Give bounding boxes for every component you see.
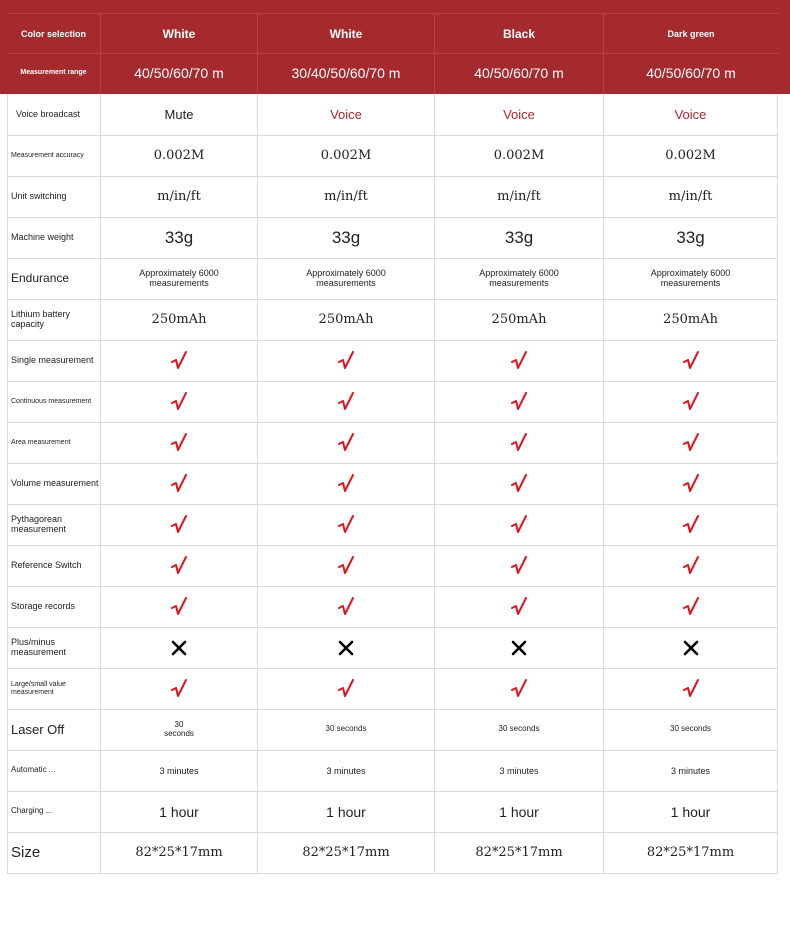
spec-row bbox=[7, 135, 778, 177]
check-icon bbox=[101, 463, 258, 504]
spec-value: 30 seconds bbox=[258, 709, 435, 750]
spec-value: 1 hour bbox=[101, 791, 258, 832]
check-icon bbox=[604, 668, 778, 709]
check-icon bbox=[258, 463, 435, 504]
check-icon bbox=[435, 463, 604, 504]
spec-value: 250mAh bbox=[258, 299, 435, 340]
spec-row bbox=[7, 668, 778, 710]
spec-row bbox=[7, 176, 778, 218]
header-color-1: White bbox=[101, 14, 258, 53]
spec-value: 82*25*17mm bbox=[435, 832, 604, 873]
header-label-color-selection: Color selection bbox=[7, 14, 101, 53]
check-icon bbox=[101, 340, 258, 381]
spec-value: 0.002M bbox=[101, 135, 258, 176]
spec-value: 250mAh bbox=[101, 299, 258, 340]
spec-label: Area measurement bbox=[7, 422, 101, 463]
header-color-4: Dark green bbox=[667, 28, 715, 39]
spec-value: 0.002M bbox=[604, 135, 778, 176]
check-icon bbox=[101, 422, 258, 463]
check-icon bbox=[101, 504, 258, 545]
spec-row bbox=[7, 258, 778, 300]
spec-label: Lithium battery capacity bbox=[7, 299, 101, 340]
header-row-color bbox=[7, 13, 778, 54]
check-icon bbox=[258, 545, 435, 586]
spec-label: Voice broadcast bbox=[7, 94, 101, 135]
spec-value: 1 hour bbox=[604, 791, 778, 832]
check-icon bbox=[101, 668, 258, 709]
spec-value: 82*25*17mm bbox=[604, 832, 778, 873]
check-icon bbox=[604, 340, 778, 381]
header-color-3: Black bbox=[435, 14, 604, 53]
spec-value: 82*25*17mm bbox=[101, 832, 258, 873]
spec-value: 0.002M bbox=[435, 135, 604, 176]
spec-row bbox=[7, 217, 778, 259]
spec-label: Size bbox=[7, 832, 101, 873]
spec-label: Reference Switch bbox=[7, 545, 101, 586]
check-icon bbox=[604, 463, 778, 504]
cross-icon bbox=[435, 627, 604, 668]
check-icon bbox=[258, 504, 435, 545]
spec-value: 250mAh bbox=[604, 299, 778, 340]
check-icon bbox=[435, 504, 604, 545]
spec-value: 3 minutes bbox=[604, 750, 778, 791]
spec-value: 30 seconds bbox=[604, 709, 778, 750]
spec-label: Charging ... bbox=[7, 791, 101, 832]
spec-value: 1 hour bbox=[258, 791, 435, 832]
cross-icon bbox=[101, 627, 258, 668]
spec-value: Voice bbox=[258, 94, 435, 135]
check-icon bbox=[258, 381, 435, 422]
spec-label: Endurance bbox=[7, 258, 101, 299]
spec-value: 250mAh bbox=[435, 299, 604, 340]
spec-row bbox=[7, 381, 778, 423]
spec-row bbox=[7, 709, 778, 751]
spec-value: m/in/ft bbox=[101, 176, 258, 217]
spec-value: Approximately 6000 measurements bbox=[604, 258, 778, 299]
spec-value: m/in/ft bbox=[258, 176, 435, 217]
spec-label: Machine weight bbox=[7, 217, 101, 258]
check-icon bbox=[604, 422, 778, 463]
spec-value: 30 seconds bbox=[101, 709, 258, 750]
check-icon bbox=[435, 586, 604, 627]
spec-label: Automatic ... bbox=[7, 750, 101, 791]
spec-value: Voice bbox=[604, 94, 778, 135]
spec-value: 3 minutes bbox=[101, 750, 258, 791]
spec-row bbox=[7, 299, 778, 341]
spec-row bbox=[7, 627, 778, 669]
header-label-measurement-range: Measurement range bbox=[7, 52, 101, 94]
spec-row bbox=[7, 504, 778, 546]
check-icon bbox=[101, 586, 258, 627]
spec-row bbox=[7, 340, 778, 382]
header-range-3: 40/50/60/70 m bbox=[435, 52, 604, 94]
check-icon bbox=[435, 545, 604, 586]
check-icon bbox=[435, 340, 604, 381]
spec-value: 30 seconds bbox=[435, 709, 604, 750]
spec-value: 33g bbox=[258, 217, 435, 258]
check-icon bbox=[604, 586, 778, 627]
spec-value: m/in/ft bbox=[604, 176, 778, 217]
spec-value: Mute bbox=[101, 94, 258, 135]
spec-label: Continuous measurement bbox=[7, 381, 101, 422]
spec-label: Single measurement bbox=[7, 340, 101, 381]
check-icon bbox=[258, 586, 435, 627]
check-icon bbox=[258, 340, 435, 381]
check-icon bbox=[101, 381, 258, 422]
spec-label: Pythagorean measurement bbox=[7, 504, 101, 545]
spec-label: Storage records bbox=[7, 586, 101, 627]
check-icon bbox=[258, 422, 435, 463]
spec-row bbox=[7, 791, 778, 833]
spec-value: Approximately 6000 measurements bbox=[435, 258, 604, 299]
header-range-4: 40/50/60/70 m bbox=[646, 65, 736, 81]
spec-value: 82*25*17mm bbox=[258, 832, 435, 873]
spec-row bbox=[7, 463, 778, 505]
cross-icon bbox=[604, 627, 778, 668]
check-icon bbox=[604, 381, 778, 422]
check-icon bbox=[435, 381, 604, 422]
spec-row bbox=[7, 94, 778, 136]
spec-value: m/in/ft bbox=[435, 176, 604, 217]
spec-row bbox=[7, 586, 778, 628]
spec-value: 0.002M bbox=[258, 135, 435, 176]
spec-row bbox=[7, 422, 778, 464]
spec-row bbox=[7, 832, 778, 874]
check-icon bbox=[435, 668, 604, 709]
spec-value: 33g bbox=[435, 217, 604, 258]
cross-icon bbox=[258, 627, 435, 668]
spec-row bbox=[7, 750, 778, 792]
spec-label: Volume measurement bbox=[7, 463, 101, 504]
spec-row bbox=[7, 545, 778, 587]
spec-value: Approximately 6000 measurements bbox=[101, 258, 258, 299]
check-icon bbox=[604, 545, 778, 586]
spec-value: 33g bbox=[101, 217, 258, 258]
spec-value: Approximately 6000 measurements bbox=[258, 258, 435, 299]
spec-value: Voice bbox=[435, 94, 604, 135]
spec-label: Large/small value measurement bbox=[7, 668, 101, 709]
spec-value: 3 minutes bbox=[435, 750, 604, 791]
spec-label: Laser Off bbox=[7, 709, 101, 750]
spec-label: Plus/minus measurement bbox=[7, 627, 101, 668]
header-range-2: 30/40/50/60/70 m bbox=[258, 52, 435, 94]
spec-value: 33g bbox=[604, 217, 778, 258]
spec-label: Measurement accuracy bbox=[7, 135, 101, 176]
spec-value: 1 hour bbox=[435, 791, 604, 832]
check-icon bbox=[435, 422, 604, 463]
check-icon bbox=[604, 504, 778, 545]
header-row-range bbox=[7, 52, 778, 94]
spec-value: 3 minutes bbox=[258, 750, 435, 791]
check-icon bbox=[258, 668, 435, 709]
spec-label: Unit switching bbox=[7, 176, 101, 217]
header-color-2: White bbox=[258, 14, 435, 53]
header-range-1: 40/50/60/70 m bbox=[101, 52, 258, 94]
check-icon bbox=[101, 545, 258, 586]
